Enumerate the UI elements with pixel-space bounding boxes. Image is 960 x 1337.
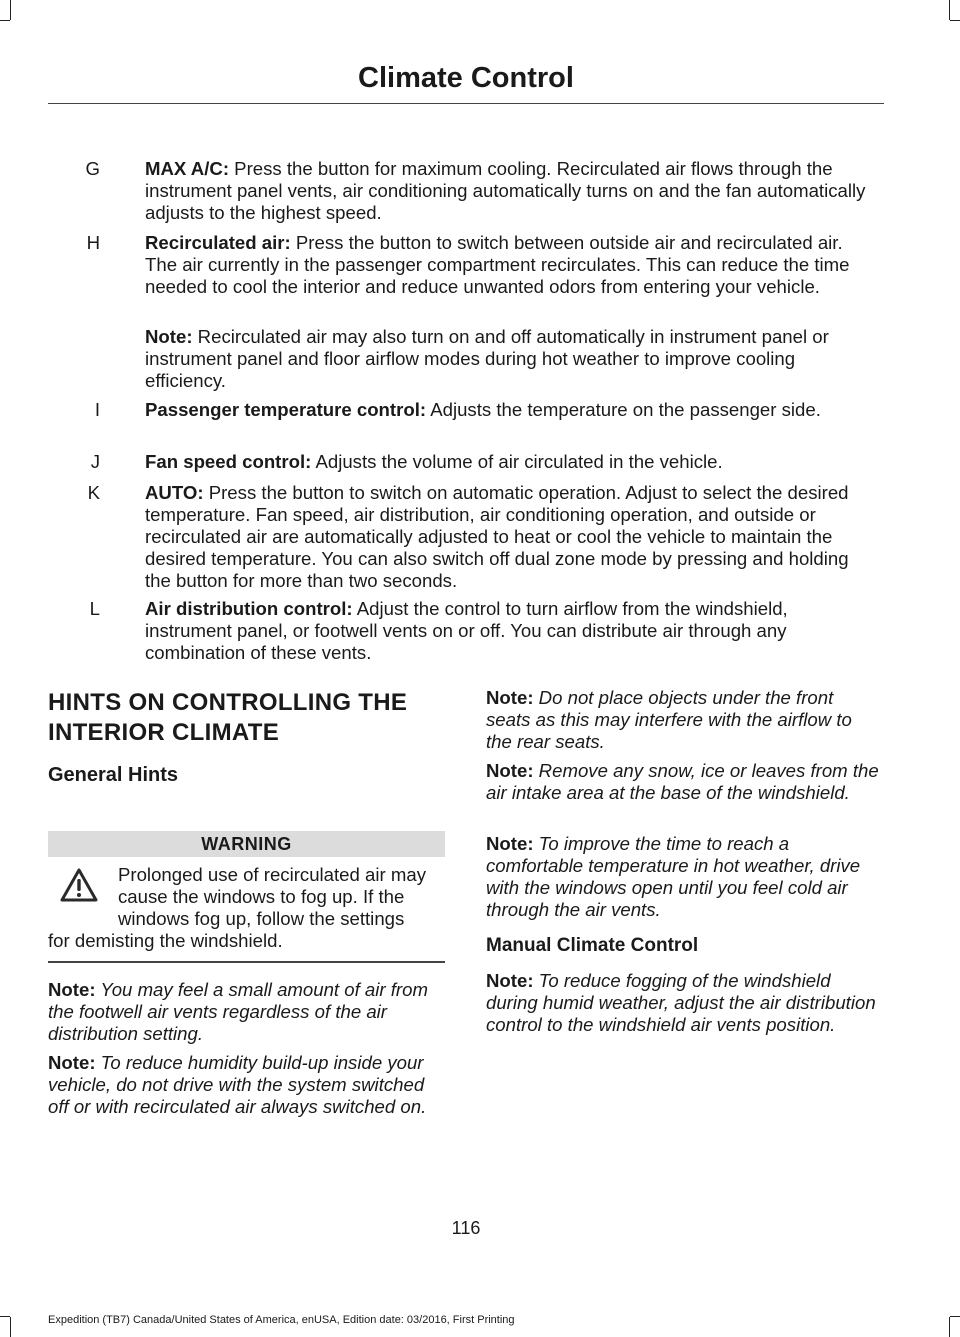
footer-text: Expedition (TB7) Canada/United States of America, enUSA, Edition date: 03/2016, First Printing [48, 1314, 515, 1326]
note-humidity [48, 1052, 448, 1118]
crop-mark [0, 20, 10, 21]
item-label: MAX A/C: [145, 158, 230, 179]
item-key: K [87, 482, 100, 503]
note-fogging [486, 970, 881, 1036]
section-heading-line1: HINTS ON CONTROLLING THE [48, 689, 408, 716]
note-hot-weather [486, 833, 881, 921]
crop-mark [950, 20, 960, 21]
item-label: AUTO: [145, 482, 204, 503]
warning-line: windows fog up, follow the settings [118, 908, 405, 929]
note-text: To improve the time to reach a comfortable temperature in hot weather, drive with the windows open until you feel cold air through the air vents. [486, 833, 861, 920]
note-text: You may feel a small amount of air from the footwell air vents regardless of the air distribution setting. [48, 979, 428, 1044]
item-label: Note: [145, 326, 193, 347]
crop-mark [949, 1317, 950, 1337]
subheading-general-hints: General Hints [48, 764, 179, 786]
note-text: To reduce humidity build-up inside your vehicle, do not drive with the system switched off or with recirculated air always switched on. [48, 1052, 427, 1117]
warning-line: cause the windows to fog up. If the [118, 886, 405, 907]
section-heading-line2: INTERIOR CLIMATE [48, 719, 280, 746]
note-text: To reduce fogging of the windshield during humid weather, adjust the air distribution control to the windshield air vents position. [486, 970, 876, 1035]
page-number: 116 [451, 1218, 481, 1238]
note-text: Remove any snow, ice or leaves from the air intake area at the base of the windshield. [486, 760, 879, 803]
note-footwell [48, 979, 448, 1045]
crop-mark [10, 0, 11, 20]
item-text: Adjusts the temperature on the passenger side. [426, 399, 821, 420]
warning-line: Prolonged use of recirculated air may [118, 864, 426, 885]
item-key: J [90, 451, 100, 472]
warning-text [48, 864, 448, 952]
item-key: G [85, 158, 100, 179]
subheading-manual-climate: Manual Climate Control [486, 935, 699, 956]
item-text: Press the button for maximum cooling. Recirculated air flows through the instrument panel vents, air conditioning automatically turns on and the fan automatically adjusts to the highest speed. [145, 158, 866, 223]
warning-divider [48, 961, 445, 963]
item-label: Passenger temperature control: [145, 399, 427, 420]
item-key: I [94, 399, 100, 420]
item-text: Press the button to switch between outside air and recirculated air. The air currently in the passenger compartment recirculates. This can reduce the time needed to cool the interior and reduce unwanted odors from entering your vehicle. [145, 232, 850, 297]
note-label: Note: [486, 970, 534, 991]
page-title: Climate Control [358, 62, 574, 94]
crop-mark [949, 0, 950, 20]
note-label: Note: [486, 687, 534, 708]
note-snow-ice [486, 760, 881, 804]
item-text: Recirculated air may also turn on and off automatically in instrument panel or instrument panel and floor airflow modes during hot weather to improve cooling efficiency. [145, 326, 829, 391]
note-label: Note: [486, 833, 534, 854]
item-label: Fan speed control: [145, 451, 312, 472]
note-label: Note: [48, 979, 96, 1000]
note-front-seats [486, 687, 881, 753]
item-key: H [86, 232, 100, 253]
item-label: Recirculated air: [145, 232, 291, 253]
note-label: Note: [48, 1052, 96, 1073]
warning-line: for demisting the windshield. [48, 930, 283, 951]
item-key: L [89, 598, 100, 619]
section-heading [48, 688, 407, 748]
item-label: Air distribution control: [145, 598, 353, 619]
item-text: Press the button to switch on automatic operation. Adjust to select the desired temperature. Fan speed, air distribution, air conditioning operation, and outside or recirculated air are automatically adjusted to heat or cool the vehicle to maintain the desired temperature. You can also switch off dual zone mode by pressing and holding the button for more than two seconds. [145, 482, 849, 591]
note-label: Note: [486, 760, 534, 781]
item-text: Adjusts the volume of air circulated in the vehicle. [311, 451, 723, 472]
item-text: Adjust the control to turn airflow from the windshield, instrument panel, or footwell vents on or off. You can distribute air through any combination of these vents. [145, 598, 788, 663]
title-divider [48, 103, 884, 104]
note-text: Do not place objects under the front seats as this may interfere with the airflow to the rear seats. [486, 687, 852, 752]
warning-header: WARNING [48, 831, 445, 857]
crop-mark [950, 1316, 960, 1317]
crop-mark [0, 1316, 10, 1317]
crop-mark [10, 1317, 11, 1337]
